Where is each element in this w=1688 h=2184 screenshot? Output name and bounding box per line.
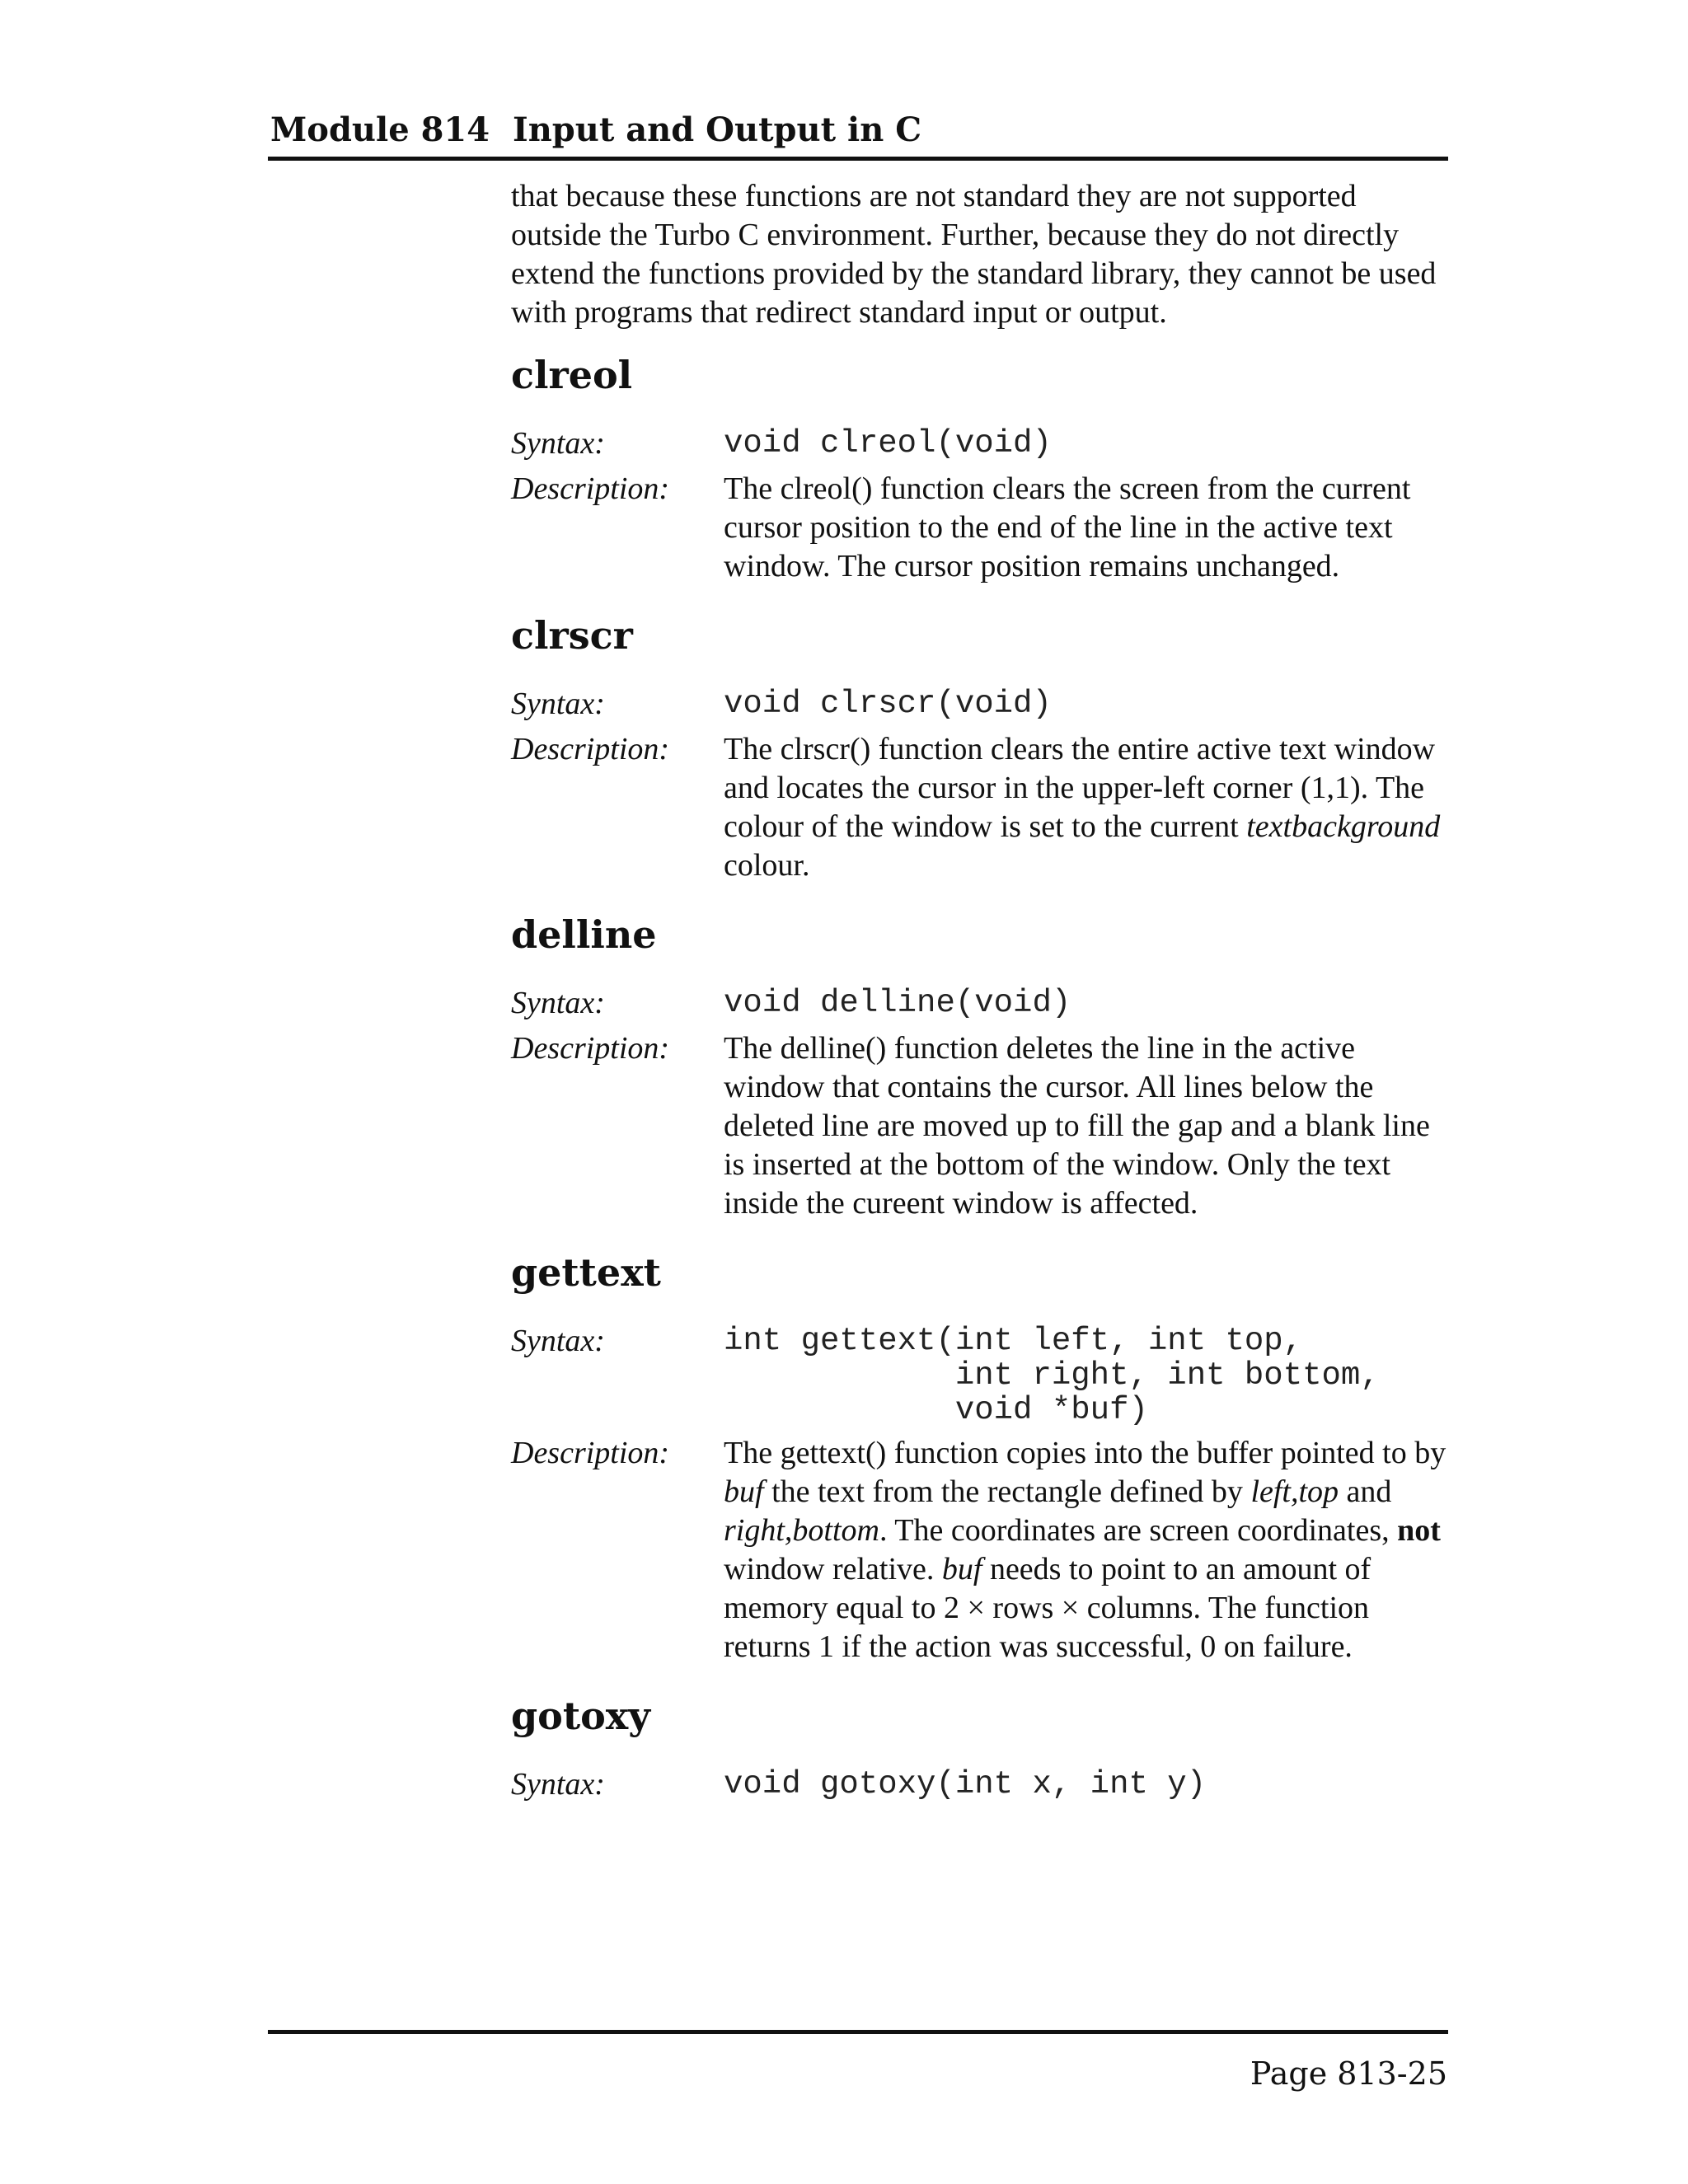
description-label: Description:: [511, 471, 670, 506]
description-text: The delline() function deletes the line in the active window that contains the cursor. All lines below the deleted line are moved up to fill the gap and a blank line is inserted at the bottom of the window. Only the text inside the cureent window is affected.: [724, 1031, 1430, 1221]
description-emphasis: textbackground: [1246, 809, 1441, 844]
page-title: Input and Output in C: [513, 110, 922, 149]
description-label: Description:: [511, 1031, 670, 1066]
description-emphasis: buf: [724, 1474, 764, 1509]
description-part: . The coordinates are screen coordinates,: [879, 1513, 1398, 1548]
description-part: the text from the rectangle defined by: [763, 1474, 1251, 1509]
syntax-label: Syntax:: [511, 1324, 605, 1358]
syntax-code: int gettext(int left, int top, int right, int bottom, void *buf): [724, 1323, 1380, 1428]
syntax-row: [511, 1322, 1448, 1427]
description-strong: not: [1397, 1513, 1441, 1548]
syntax-code: void clrscr(void): [724, 686, 1052, 722]
description-emphasis: right,bottom: [724, 1513, 879, 1548]
entry-clrscr: [511, 611, 1448, 885]
syntax-row: [511, 424, 1448, 463]
syntax-label: Syntax:: [511, 1767, 605, 1802]
entry-gotoxy: [511, 1691, 1448, 1804]
syntax-row: [511, 685, 1448, 724]
description-row: [511, 1029, 1448, 1223]
syntax-label: Syntax:: [511, 687, 605, 721]
page-number: Page 813-25: [1250, 2055, 1447, 2092]
entry-title: gotoxy: [511, 1694, 650, 1738]
intro-paragraph: that because these functions are not standard they are not supported outside the Turbo C environment. Further, because they do not directly extend the functions provided by the standard library, they cannot be used with programs that redirect standard input or output.: [511, 179, 1437, 330]
entry-gettext: [511, 1248, 1448, 1666]
main-content: [511, 177, 1448, 1804]
syntax-code: void gotoxy(int x, int y): [724, 1766, 1207, 1802]
syntax-label: Syntax:: [511, 426, 605, 461]
entry-clreol: [511, 350, 1448, 586]
syntax-row: [511, 984, 1448, 1023]
description-part: The gettext() function copies into the buffer pointed to by: [724, 1436, 1447, 1470]
entry-delline: [511, 910, 1448, 1223]
description-part: window relative.: [724, 1552, 942, 1586]
syntax-code: void delline(void): [724, 985, 1071, 1021]
footer-rule: [268, 2030, 1448, 2034]
entry-title: clrscr: [511, 613, 633, 658]
description-label: Description:: [511, 732, 670, 766]
module-number: Module 814: [270, 110, 490, 149]
syntax-row: [511, 1765, 1448, 1804]
description-part: and: [1339, 1474, 1392, 1509]
description-row: [511, 730, 1448, 885]
description-label: Description:: [511, 1436, 670, 1470]
description-part: The clrscr() function clears the entire active text window and locates the cursor in the upper-left corner (1,1). The colour of the window is set to the current: [724, 732, 1436, 844]
entry-title: gettext: [511, 1250, 661, 1295]
description-row: [511, 1434, 1448, 1666]
description-part: colour.: [724, 848, 810, 883]
description-text: [724, 730, 1448, 885]
entry-title: delline: [511, 912, 657, 957]
syntax-label: Syntax:: [511, 986, 605, 1020]
entry-title: clreol: [511, 353, 633, 397]
description-emphasis: buf: [941, 1552, 982, 1586]
syntax-code: void clreol(void): [724, 425, 1052, 462]
description-emphasis: left,top: [1250, 1474, 1339, 1509]
description-row: [511, 470, 1448, 586]
header-rule: [268, 157, 1448, 161]
description-text: [724, 1434, 1448, 1666]
description-part: needs to point to an amount of memory equal to 2 × rows × columns. The function returns 1 if the action was successful, 0 on failure.: [724, 1552, 1372, 1664]
description-text: The clreol() function clears the screen from the current cursor position to the end of the line in the active text window. The cursor position remains unchanged.: [724, 471, 1411, 583]
